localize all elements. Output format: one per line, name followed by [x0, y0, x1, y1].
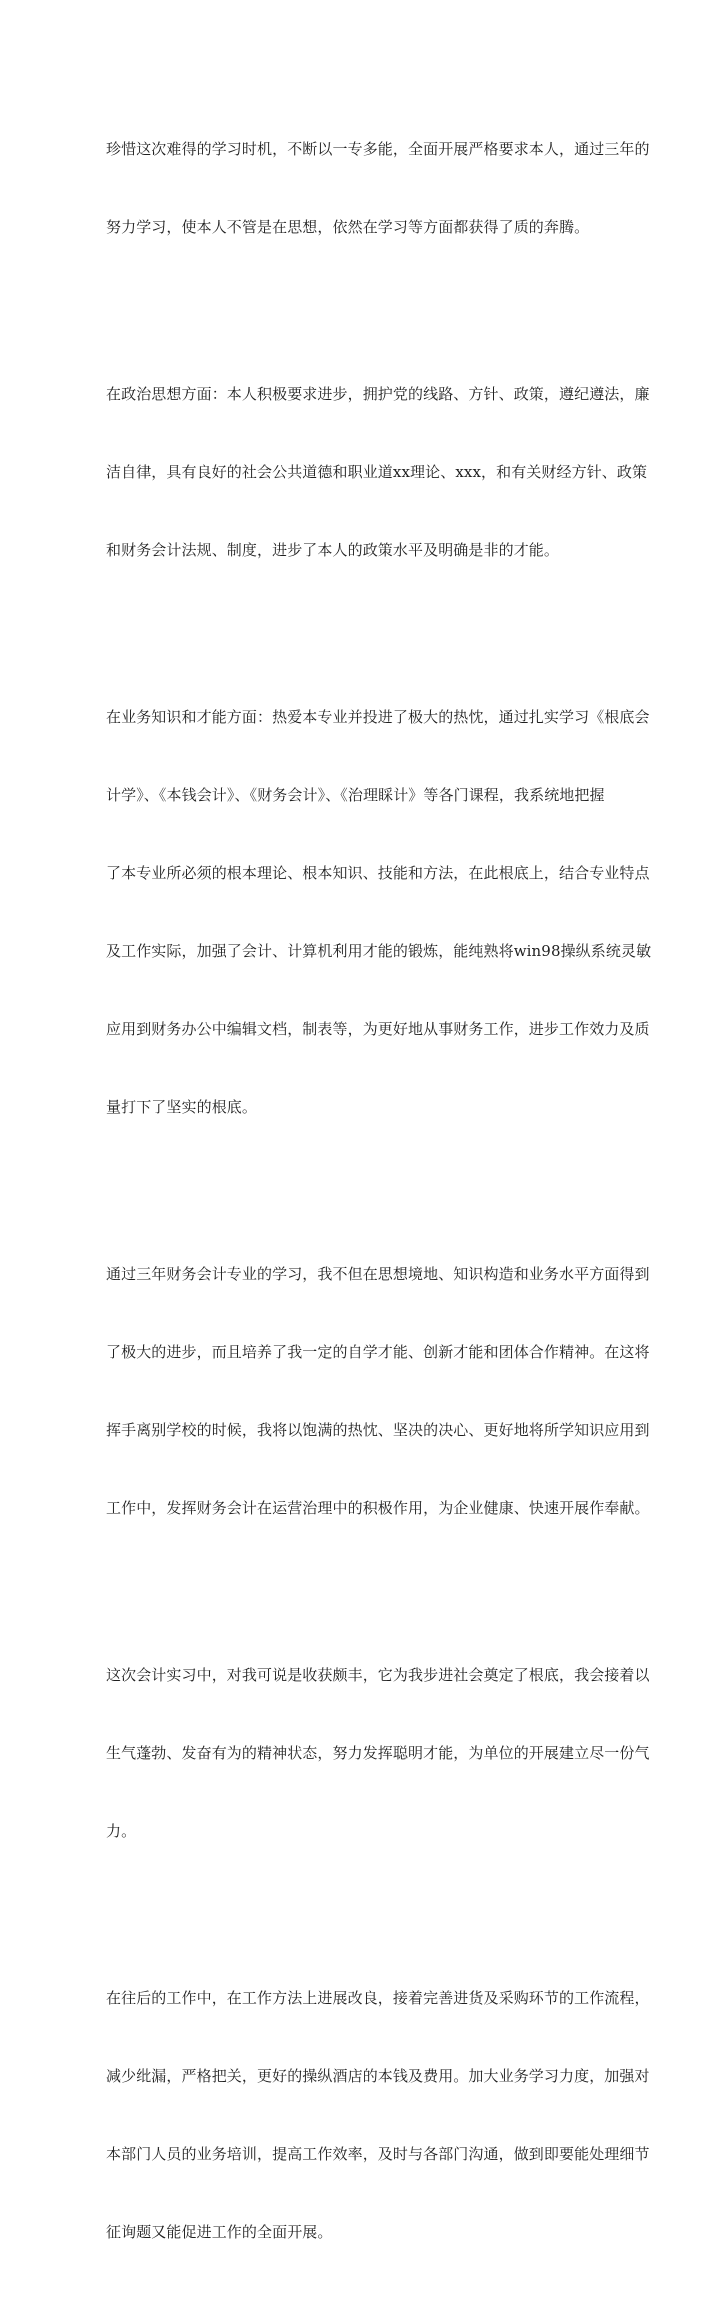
paragraph-line: 在往后的工作中，在工作方法上进展改良，接着完善进货及采购环节的工作流程，: [106, 1989, 650, 2007]
paragraph-future-work: [106, 1933, 650, 2297]
paragraph-professional-skills: [106, 652, 652, 1172]
paragraph-line: 了极大的进步，而且培养了我一定的自学才能、创新才能和团体合作精神。在这将: [106, 1343, 650, 1361]
paragraph-line: 挥手离别学校的时候，我将以饱满的热忱、坚决的决心、更好地将所学知识应用到: [106, 1421, 650, 1439]
paragraph-line: 在业务知识和才能方面：热爱本专业并投进了极大的热忱，通过扎实学习《根底会: [106, 708, 650, 726]
paragraph-line: 洁自律，具有良好的社会公共道德和职业道xx理论、xxx，和有关财经方针、政策: [106, 463, 648, 481]
paragraph-line: 量打下了坚实的根底。: [106, 1098, 258, 1116]
paragraph-line: 珍惜这次难得的学习时机，不断以一专多能，全面开展严格要求本人，通过三年的: [106, 140, 650, 158]
paragraph-line: 应用到财务办公中编辑文档，制表等，为更好地从事财务工作，进步工作效力及质: [106, 1020, 650, 1038]
paragraph-line: 和财务会计法规、制度，进步了本人的政策水平及明确是非的才能。: [106, 541, 560, 559]
paragraph-line: 及工作实际，加强了会计、计算机利用才能的锻炼，能纯熟将win98操纵系统灵敏: [106, 942, 652, 960]
paragraph-political-thought: [106, 329, 650, 615]
paragraph-line: 了本专业所必须的根本理论、根本知识、技能和方法，在此根底上，结合专业特点: [106, 864, 650, 882]
paragraph-internship: [106, 1610, 650, 1896]
paragraph-line: 努力学习，使本人不管是在思想，依然在学习等方面都获得了质的奔腾。: [106, 218, 590, 236]
paragraph-line: 通过三年财务会计专业的学习，我不但在思想境地、知识构造和业务水平方面得到: [106, 1265, 650, 1283]
paragraph-line: 征询题又能促进工作的全面开展。: [106, 2223, 333, 2241]
paragraph-line: 这次会计实习中，对我可说是收获颇丰，它为我步进社会奠定了根底，我会接着以: [106, 1666, 650, 1684]
paragraph-line: 在政治思想方面：本人积极要求进步，拥护党的线路、方针、政策，遵纪遵法，廉: [106, 385, 650, 403]
paragraph-line: 生气蓬勃、发奋有为的精神状态，努力发挥聪明才能，为单位的开展建立尽一份气: [106, 1744, 650, 1762]
paragraph-line: 减少纰漏，严格把关，更好的操纵酒店的本钱及费用。加大业务学习力度，加强对: [106, 2067, 650, 2085]
paragraph-line: 力。: [106, 1822, 137, 1840]
paragraph-line: 本部门人员的业务培训，提高工作效率，及时与各部门沟通，做到即要能处理细节: [106, 2145, 650, 2163]
paragraph-three-year-study: [106, 1209, 650, 1573]
paragraph-line: 计学》、《本钱会计》、《财务会计》、《治理睬计》等各门课程，我系统地把握: [106, 786, 605, 804]
paragraph-study-opportunity: [106, 84, 650, 292]
paragraph-line: 工作中，发挥财务会计在运营治理中的积极作用，为企业健康、快速开展作奉献。: [106, 1499, 650, 1517]
